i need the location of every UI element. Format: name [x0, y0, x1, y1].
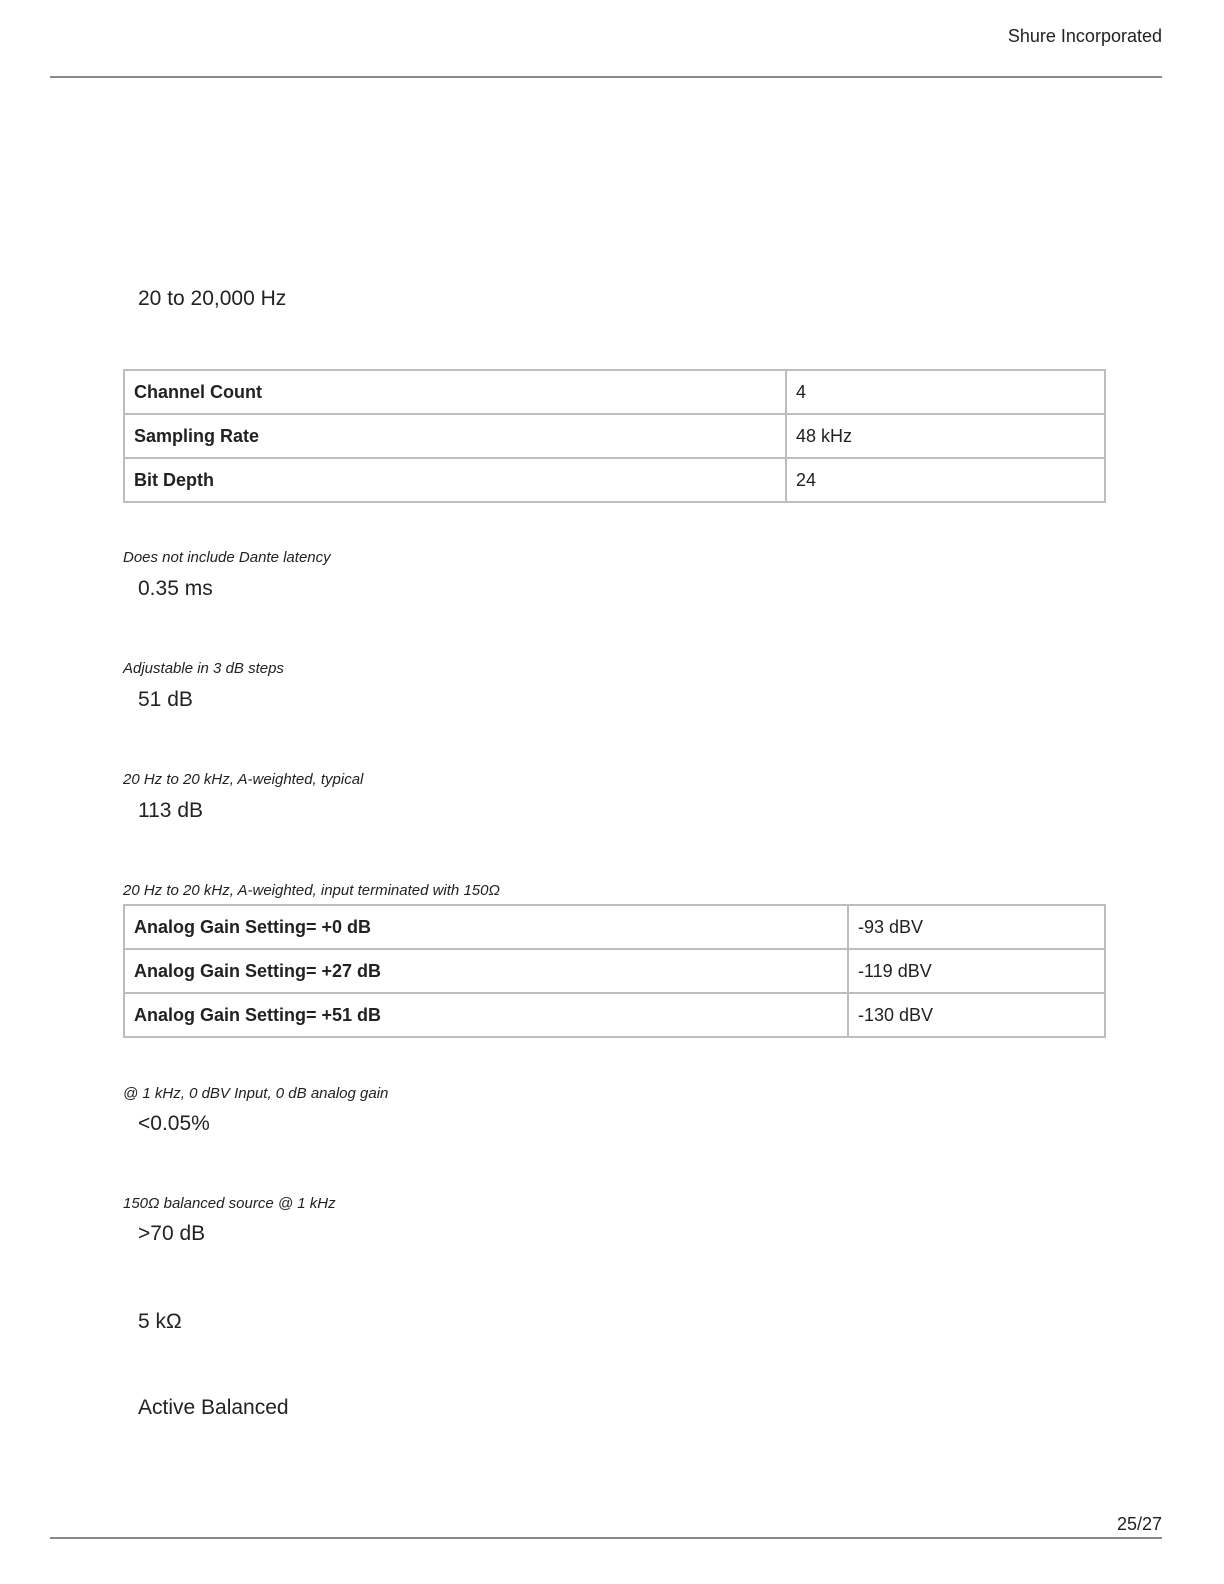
page-number: 25/27: [1116, 1514, 1162, 1534]
dynamic-range-value: 113 dB: [138, 799, 203, 822]
dynamic-range-note: 20 Hz to 20 kHz, A-weighted, typical: [123, 771, 364, 788]
table-row: [124, 949, 1105, 993]
table-row: [124, 370, 1105, 414]
gain-0-value: -93 dBV: [848, 905, 1105, 949]
noise-note: 20 Hz to 20 kHz, A-weighted, input terminated with 150Ω: [123, 882, 500, 899]
bit-depth-label: Bit Depth: [124, 458, 786, 502]
sampling-rate-label: Sampling Rate: [124, 414, 786, 458]
channel-count-label: Channel Count: [124, 370, 786, 414]
table-row: [124, 458, 1105, 502]
gain-51-value: -130 dBV: [848, 993, 1105, 1037]
gain-51-label: Analog Gain Setting= +51 dB: [124, 993, 848, 1037]
cmrr-value: >70 dB: [138, 1222, 206, 1245]
table-row: [124, 993, 1105, 1037]
channel-count-value: 4: [786, 370, 1105, 414]
input-impedance-value: 5 kΩ: [138, 1310, 182, 1333]
cmrr-note: 150Ω balanced source @ 1 kHz: [123, 1195, 336, 1212]
table-row: [124, 905, 1105, 949]
thd-note: @ 1 kHz, 0 dBV Input, 0 dB analog gain: [123, 1085, 389, 1102]
gain-27-value: -119 dBV: [848, 949, 1105, 993]
header-company-name: Shure Incorporated: [1007, 26, 1162, 46]
footer-divider: [50, 1537, 1162, 1539]
gain-range-note: Adjustable in 3 dB steps: [123, 660, 284, 677]
digital-audio-table: [123, 369, 1106, 503]
sampling-rate-value: 48 kHz: [786, 414, 1105, 458]
input-type-value: Active Balanced: [138, 1396, 289, 1419]
gain-27-label: Analog Gain Setting= +27 dB: [124, 949, 848, 993]
gain-0-label: Analog Gain Setting= +0 dB: [124, 905, 848, 949]
frequency-response-value: 20 to 20,000 Hz: [138, 287, 287, 310]
header-divider: [50, 76, 1162, 78]
latency-value: 0.35 ms: [138, 577, 213, 600]
thd-value: <0.05%: [138, 1112, 210, 1135]
latency-note: Does not include Dante latency: [123, 549, 331, 566]
gain-range-value: 51 dB: [138, 688, 193, 711]
bit-depth-value: 24: [786, 458, 1105, 502]
table-row: [124, 414, 1105, 458]
noise-table: [123, 904, 1106, 1038]
